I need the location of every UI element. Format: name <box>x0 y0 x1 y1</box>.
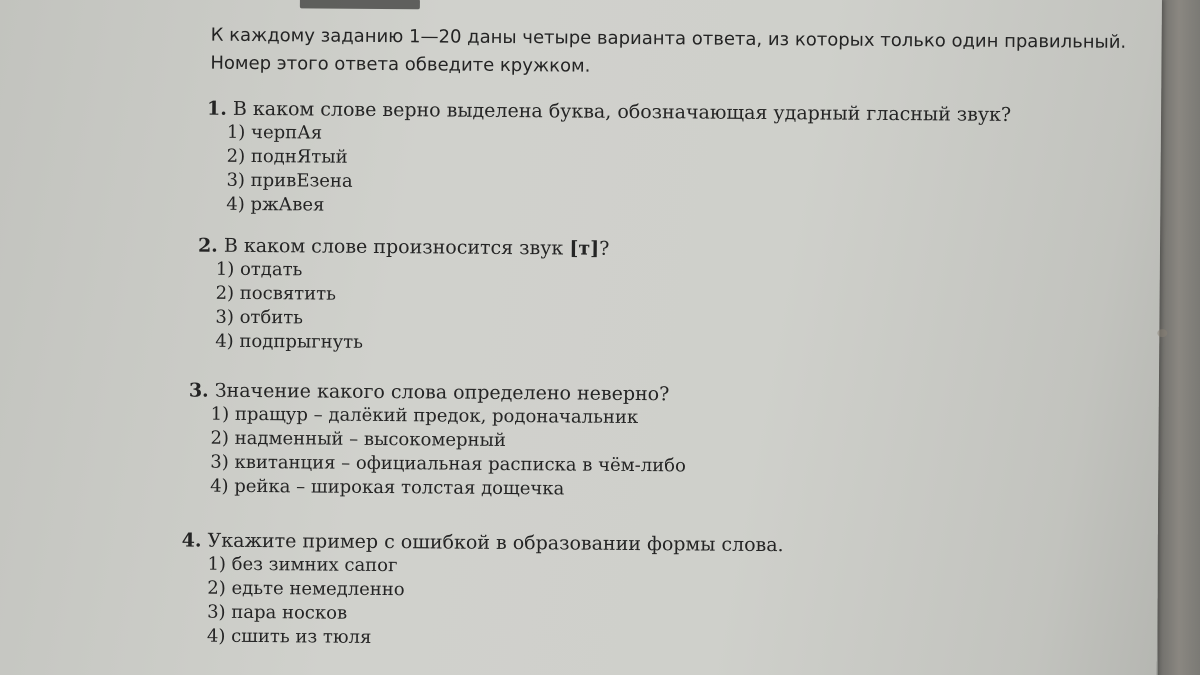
question-4-option-3[interactable]: 3) пара носков <box>207 601 348 624</box>
question-2-option-3[interactable]: 3) отбить <box>215 306 304 329</box>
question-3-option-2[interactable]: 2) надменный – высокомерный <box>210 427 506 451</box>
desk-surface <box>1158 0 1200 675</box>
instructions-line-1: К каждому заданию 1—20 даны четыре варианта ответа, из которых только один правильный. <box>210 24 1127 53</box>
question-2-title <box>198 234 610 261</box>
question-3-option-4[interactable]: 4) рейка – широкая толстая дощечка <box>210 475 565 500</box>
question-4 <box>181 528 784 653</box>
question-2-option-1[interactable]: 1) отдать <box>215 258 303 281</box>
question-2-option-2[interactable]: 2) посвятить <box>215 282 337 305</box>
question-2-sound: [т] <box>569 237 600 260</box>
question-4-option-2[interactable]: 2) едьте немедленно <box>207 577 405 601</box>
question-1-option-4[interactable]: 4) ржАвея <box>226 193 325 216</box>
question-4-option-1[interactable]: 1) без зимних сапог <box>207 553 398 577</box>
question-3 <box>188 378 687 502</box>
paper-stain <box>1157 329 1167 337</box>
question-1-option-1[interactable]: 1) черпАя <box>226 121 323 144</box>
question-3-number: 3. <box>188 379 209 402</box>
instructions <box>210 22 1126 85</box>
question-4-option-4[interactable]: 4) сшить из тюля <box>206 625 372 648</box>
instructions-line-2: Номер этого ответа обведите кружком. <box>210 52 591 77</box>
question-4-number: 4. <box>181 529 202 552</box>
question-2-option-4[interactable]: 4) подпрыгнуть <box>215 330 364 353</box>
question-1-text: В каком слове верно выделена буква, обозначающая ударный гласный звук? <box>232 97 1012 126</box>
question-1-option-2[interactable]: 2) поднЯтый <box>226 145 348 168</box>
question-2 <box>197 234 609 357</box>
question-1-number: 1. <box>206 97 228 120</box>
question-2-text-end: ? <box>599 237 610 260</box>
question-3-option-3[interactable]: 3) квитанция – официальная расписка в чём-либо <box>210 451 686 477</box>
question-3-text: Значение какого слова определено неверно? <box>214 379 670 406</box>
question-3-option-1[interactable]: 1) пращур – далёкий предок, родоначальник <box>210 403 639 429</box>
question-2-number: 2. <box>197 234 218 257</box>
cut-off-header <box>300 0 420 9</box>
question-2-text: В каком слове произносится звук <box>223 234 570 260</box>
question-1 <box>206 97 1011 223</box>
question-4-text: Укажите пример с ошибкой в образовании формы слова. <box>207 529 784 557</box>
question-1-option-3[interactable]: 3) привЕзена <box>226 169 353 192</box>
